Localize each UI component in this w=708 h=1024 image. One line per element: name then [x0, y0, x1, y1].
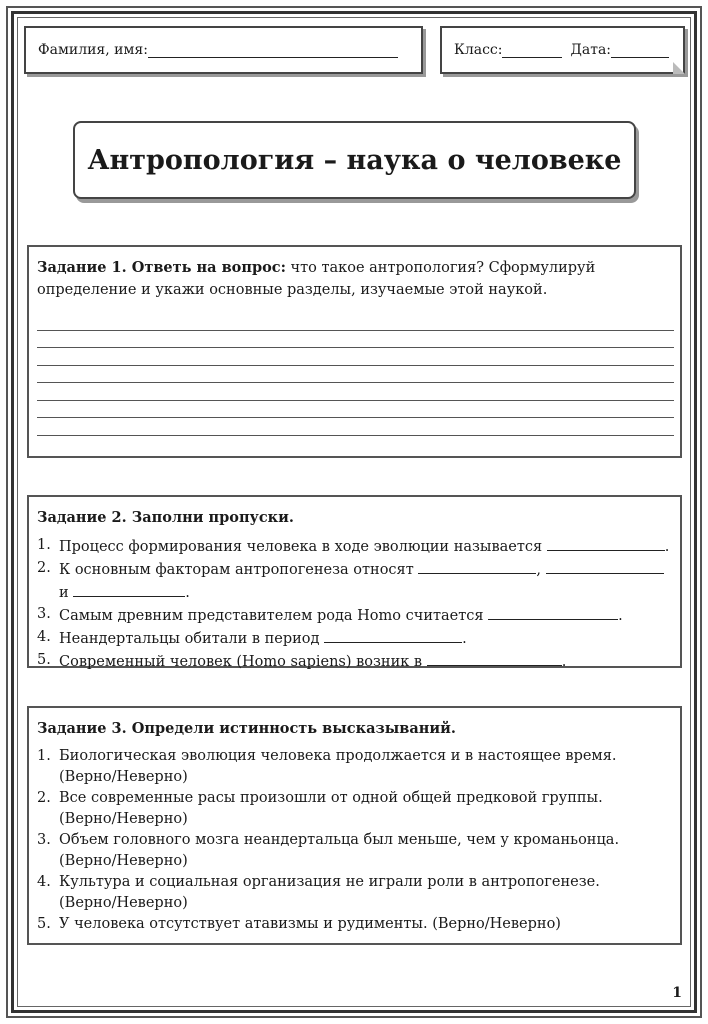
list-item: 5. Современный человек (Homo sapiens) возник в .: [37, 652, 567, 670]
list-item: 4. Неандертальцы обитали в период .: [37, 629, 467, 647]
list-item: 1. Биологическая эволюция человека продолжается и в настоящее время. (Верно/Неверно): [37, 748, 617, 785]
answer-line[interactable]: [37, 348, 674, 366]
page-title: Антропология – наука о человеке: [87, 144, 622, 176]
answer-line[interactable]: [37, 366, 674, 384]
answer-line[interactable]: [37, 418, 674, 436]
task-1-prompt: [37, 257, 672, 301]
list-item: 1. Процесс формирования человека в ходе эволюции называется .: [37, 537, 670, 555]
true-false-choice[interactable]: (Верно/Неверно): [59, 769, 188, 785]
class-label: Класс:: [454, 42, 503, 58]
task-3: [27, 706, 682, 945]
name-label: Фамилия, имя:: [38, 42, 148, 58]
fill-blank[interactable]: [427, 650, 562, 666]
answer-line[interactable]: [37, 401, 674, 419]
task-1-label: Задание 1. Ответь на вопрос:: [37, 259, 286, 276]
answer-line[interactable]: [37, 313, 674, 331]
list-item: 2. К основным факторам антропогенеза относят , и .: [37, 558, 672, 604]
task-3-label: Задание 3. Определи истинность высказываний.: [37, 720, 456, 737]
page-fold-corner: [673, 62, 685, 74]
list-item: 2. Все современные расы произошли от одной общей предковой группы. (Верно/Неверно): [37, 790, 603, 827]
page-number: 1: [672, 985, 682, 1001]
task-2: [27, 495, 682, 668]
class-field[interactable]: [502, 43, 562, 58]
name-field[interactable]: [148, 43, 398, 58]
true-false-list: [37, 746, 672, 935]
answer-line[interactable]: [37, 331, 674, 349]
true-false-choice[interactable]: (Верно/Неверно): [59, 895, 188, 911]
true-false-choice[interactable]: (Верно/Неверно): [59, 853, 188, 869]
fill-blank[interactable]: [418, 558, 536, 574]
task-1: [27, 245, 682, 458]
true-false-choice[interactable]: (Верно/Неверно): [59, 811, 188, 827]
task-2-label: Задание 2. Заполни пропуски.: [37, 509, 294, 526]
answer-line[interactable]: [37, 383, 674, 401]
task-1-text: что такое антропология? Сформулируй определение и укажи основные разделы, изучаемые этой наукой.: [37, 260, 596, 298]
fill-in-list: [37, 535, 672, 673]
fill-blank[interactable]: [324, 627, 462, 643]
answer-lines[interactable]: [37, 313, 672, 436]
list-item: 5. У человека отсутствует атавизмы и рудименты. (Верно/Неверно): [37, 916, 561, 932]
fill-blank[interactable]: [73, 581, 185, 597]
name-box: [24, 26, 423, 74]
list-item: 3. Самым древним представителем рода Homo считается .: [37, 606, 623, 624]
fill-blank[interactable]: [546, 558, 664, 574]
list-item: 3. Объем головного мозга неандертальца был меньше, чем у кроманьонца. (Верно/Неверно): [37, 832, 620, 869]
list-item: 4. Культура и социальная организация не играли роли в антропогенезе. (Верно/Неверно): [37, 874, 600, 911]
date-label: Дата:: [570, 42, 612, 58]
fill-blank[interactable]: [547, 535, 665, 551]
fill-blank[interactable]: [488, 604, 618, 620]
title-box: [73, 121, 636, 199]
class-date-box: [440, 26, 685, 74]
date-field[interactable]: [611, 43, 669, 58]
